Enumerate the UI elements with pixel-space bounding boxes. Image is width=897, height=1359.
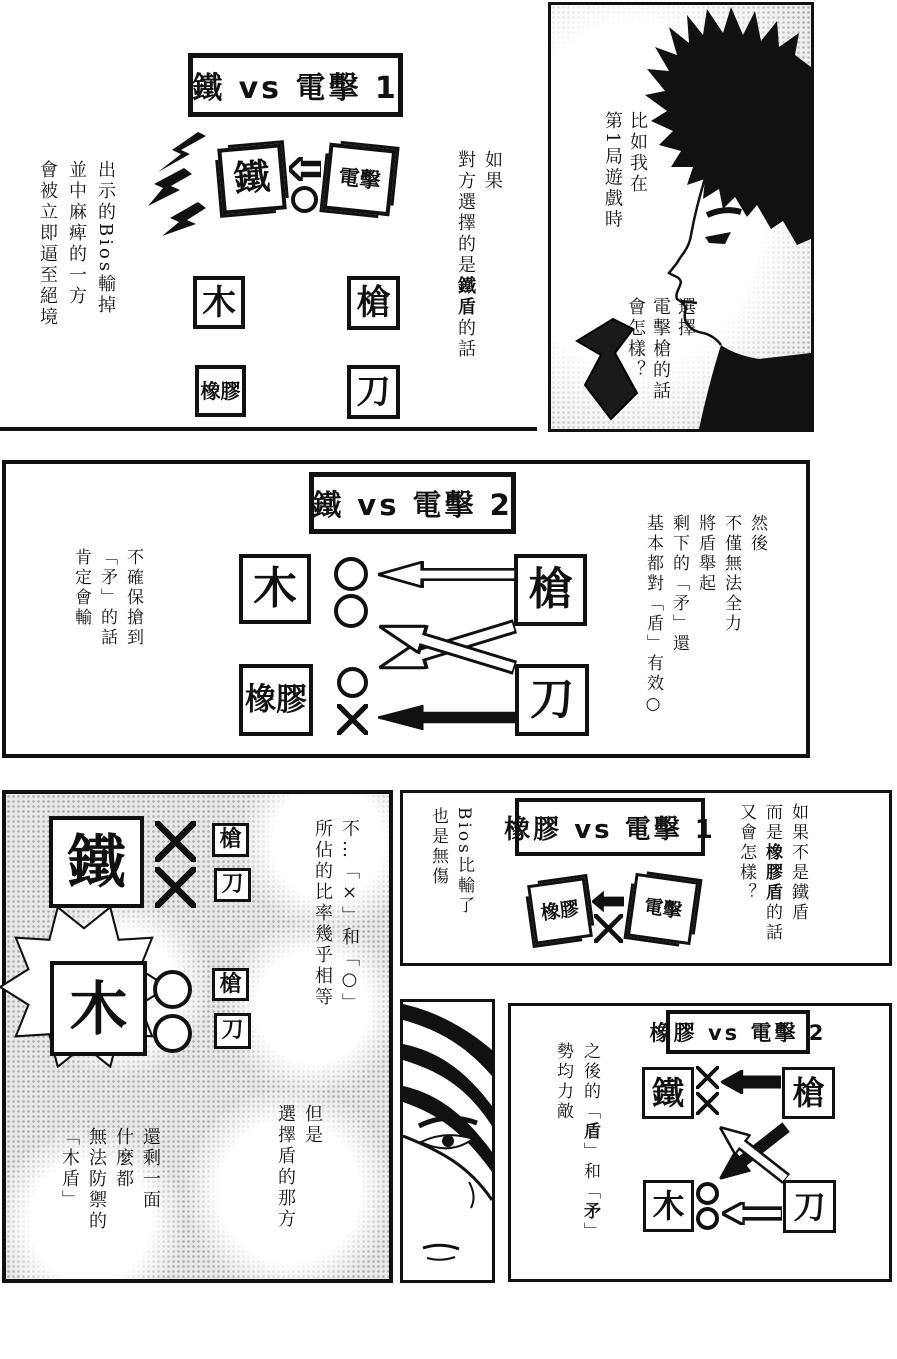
- result-mark: [696, 1207, 719, 1230]
- face-closeup-art: [403, 1002, 492, 1280]
- result-mark: [153, 970, 192, 1009]
- narration-mid: 但是 選擇盾的那方: [275, 1104, 323, 1230]
- narration-right: 如果 對方選擇的是鐵盾的話: [455, 150, 503, 360]
- option-box-gun: 槍: [347, 276, 400, 330]
- result-mark: [153, 1014, 192, 1053]
- option-box-wood: 木: [193, 276, 245, 329]
- result-mark: [334, 557, 368, 591]
- spear-box-knife: 刀: [783, 1180, 836, 1233]
- panel-face-closeup: [400, 999, 495, 1283]
- spear-box-gun: 槍: [514, 554, 587, 626]
- result-mark: [155, 821, 196, 862]
- narration-right: 不…「×」和「○」 所佔的比率幾乎相等: [312, 819, 360, 1014]
- result-mark: [337, 667, 368, 698]
- vs-box-knife: 刀: [214, 868, 251, 902]
- speech-bubble-text: 比如我在 第1局遊戲時: [602, 111, 648, 231]
- narration: 之後的「盾」和「矛」 勢均力敵: [553, 1042, 600, 1242]
- panel-title: 鐵 vs 電擊 1: [188, 53, 403, 117]
- option-box-rubber: 橡膠: [195, 365, 246, 417]
- arrow-left-white-icon: [722, 1202, 782, 1225]
- narration-left: 不確保搶到 「矛」的話 肯定會輸: [71, 548, 143, 648]
- narration-left: 出示的Bios輸掉 並中麻痺的一方 會被立即逼至絕境: [37, 160, 116, 328]
- narration-right: 如果不是鐵盾 而是橡膠盾的話 又會怎樣？: [736, 803, 808, 943]
- shield-box-rubber: 橡膠: [239, 664, 313, 736]
- shield-box-iron: 鐵: [642, 1067, 694, 1119]
- narration-left: Bios比輸了 也是無傷: [428, 807, 474, 916]
- shield-box-wood: 木: [239, 554, 311, 624]
- option-box-knife: 刀: [347, 365, 400, 419]
- defender-box: 橡膠: [527, 877, 593, 944]
- arrow-left-black-icon: [721, 1070, 781, 1094]
- vs-box-gun: 槍: [212, 968, 249, 1001]
- result-mark: [696, 1182, 719, 1205]
- shield-box-wood: 木: [643, 1180, 694, 1232]
- panel-title: 鐵 vs 電擊 2: [309, 472, 516, 534]
- arrow-left-white-icon: [289, 157, 321, 181]
- result-mark: [155, 867, 196, 908]
- shield-box-iron: 鐵: [49, 816, 144, 908]
- lightning-icon: [146, 130, 226, 238]
- shield-box-wood: 木: [50, 961, 147, 1056]
- vs-box-gun: 槍: [212, 823, 249, 857]
- panel-iron-vs-shock-1: [0, 0, 548, 437]
- panel-title: 橡膠 vs 電擊 2: [666, 1010, 810, 1054]
- panel-divider: [0, 427, 537, 431]
- attacker-box: 電擊: [627, 873, 699, 945]
- panel-rubber-vs-shock-2: [508, 1003, 892, 1282]
- arrow-left-black-icon: [378, 705, 516, 730]
- result-mark: [291, 186, 318, 213]
- arrow-left-black-icon: [592, 891, 624, 912]
- panel-iron-vs-shock-2: [2, 460, 810, 758]
- attacker-box: 電擊: [323, 143, 397, 217]
- panel-rubber-vs-shock-1: [400, 790, 892, 966]
- panel-title: 橡膠 vs 電擊 1: [515, 798, 705, 856]
- panel-shield-results: [2, 790, 393, 1283]
- result-mark: [594, 914, 623, 943]
- result-mark: [334, 594, 368, 628]
- defender-box: 鐵: [217, 143, 287, 214]
- narration-left: 還剩一面 什麼都 無法防禦的 「木盾」: [59, 1127, 161, 1232]
- arrow-left-white-icon: [378, 561, 516, 588]
- spear-box-knife: 刀: [515, 664, 589, 736]
- panel-face-profile: [548, 2, 814, 432]
- result-mark: [696, 1092, 719, 1115]
- result-mark: [696, 1066, 719, 1089]
- vs-box-knife: 刀: [214, 1013, 251, 1049]
- spear-box-gun: 槍: [782, 1067, 835, 1119]
- narration-right: 然後 不僅無法全力 將盾舉起 剩下的「矛」還 基本都對「盾」有效○: [643, 514, 767, 717]
- speech-bubble-text: 選擇 電擊槍的話 會怎樣？: [625, 297, 696, 402]
- result-mark: [337, 704, 368, 735]
